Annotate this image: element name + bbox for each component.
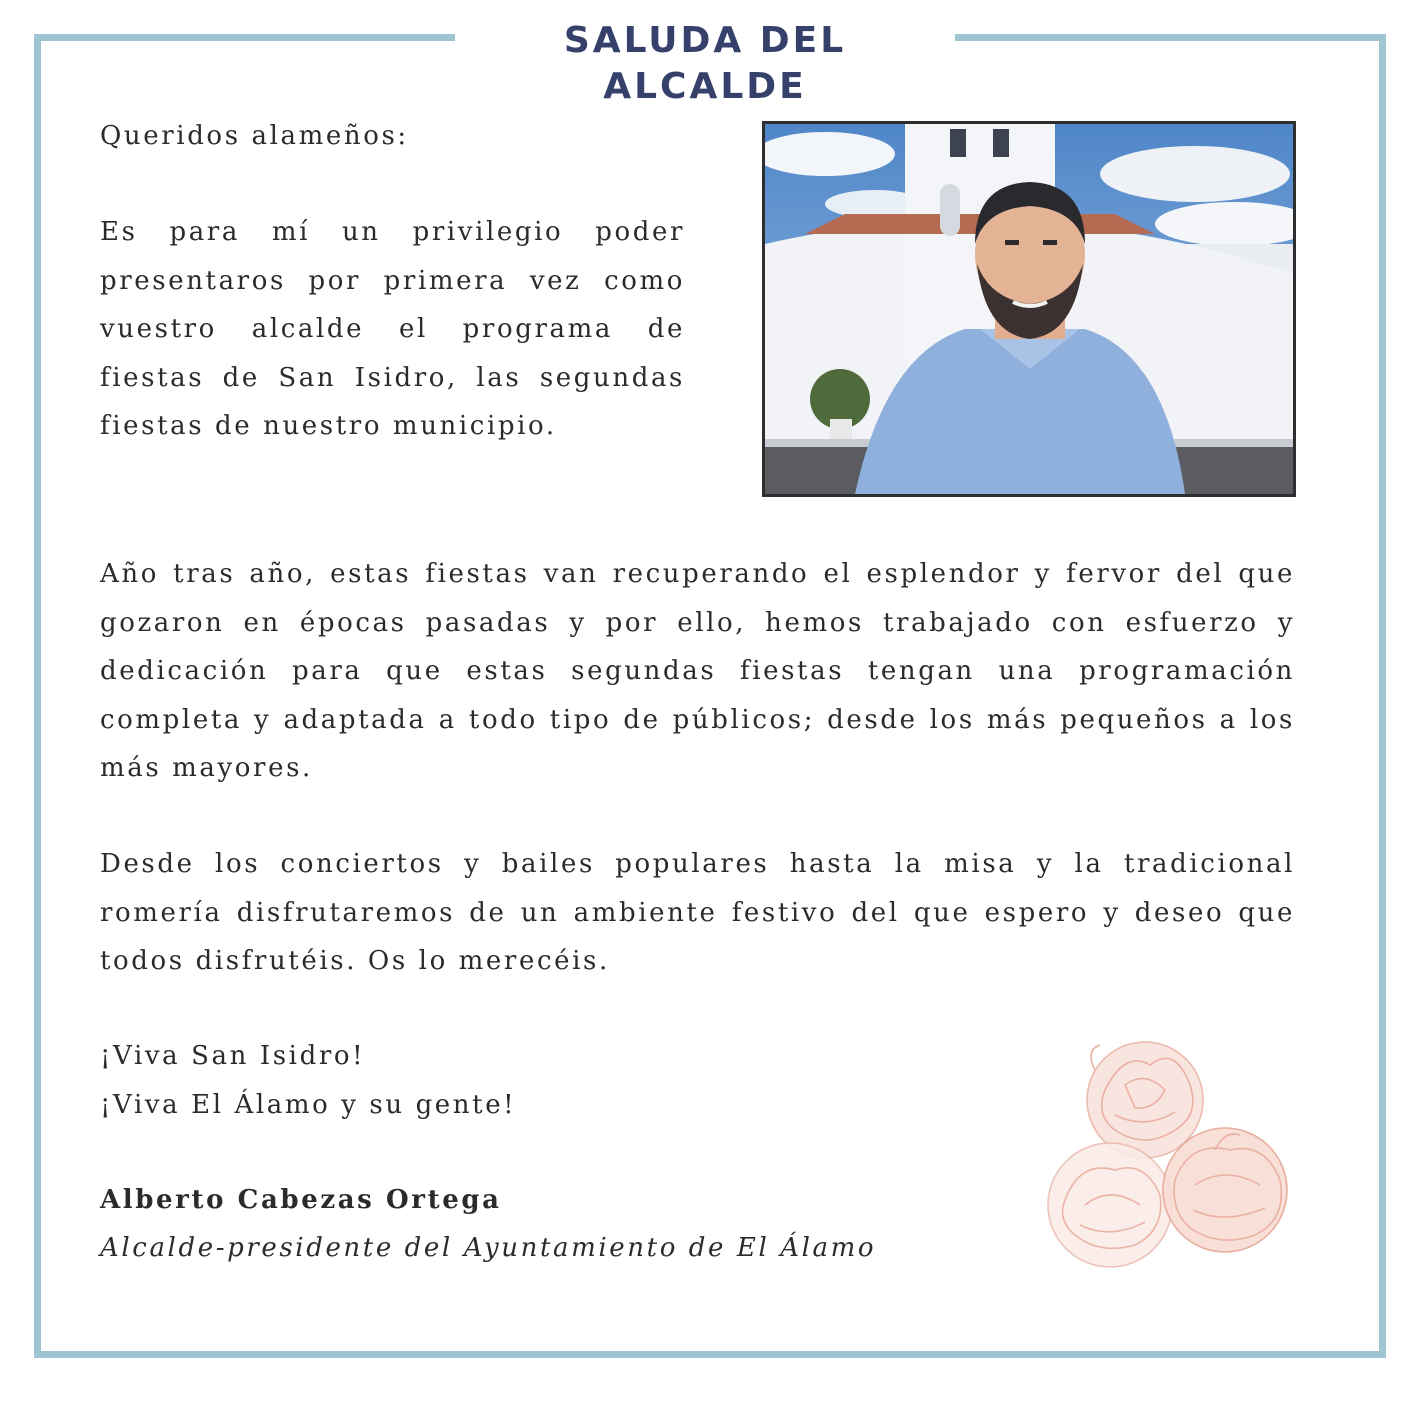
signature-role: Alcalde-presidente del Ayuntamiento de El Álamo [100, 1233, 877, 1263]
closing-block [100, 1032, 800, 1129]
flower-left [1048, 1143, 1172, 1267]
closing-line-2: ¡Viva El Álamo y su gente! [100, 1089, 517, 1120]
letter-paragraph-3: Desde los conciertos y bailes populares hasta la misa y la tradicional romería disfrutaremos de un ambiente festivo del que espero y deseo que todos disfrutéis. Os lo merecéis. [100, 849, 1295, 976]
flower-right [1163, 1128, 1287, 1252]
flower-top [1087, 1042, 1203, 1158]
mayor-photo [762, 121, 1296, 497]
title-banner [455, 18, 955, 107]
closing-line-1: ¡Viva San Isidro! [100, 1041, 366, 1071]
letter-paragraph-2: Año tras año, estas fiestas van recuperando el esplendor y fervor del que gozaron en épocas pasadas y por ello, hemos trabajado con esfuerzo y dedicación para que estas segundas fiestas tengan una programación completa y adaptada a todo tipo de públicos; desde los más pequeños a los más mayores. [100, 559, 1295, 783]
carnation-illustration [1025, 1030, 1295, 1280]
letter-paragraph-1: Es para mí un privilegio poder presentaros por primera vez como vuestro alcalde el programa de fiestas de San Isidro, las segundas fiestas de nuestro municipio. [100, 217, 685, 441]
signature-name: Alberto Cabezas Ortega [100, 1185, 502, 1215]
letter-greeting: Queridos alameños: [100, 121, 409, 151]
page-title: SALUDA DEL ALCALDE [563, 20, 847, 107]
